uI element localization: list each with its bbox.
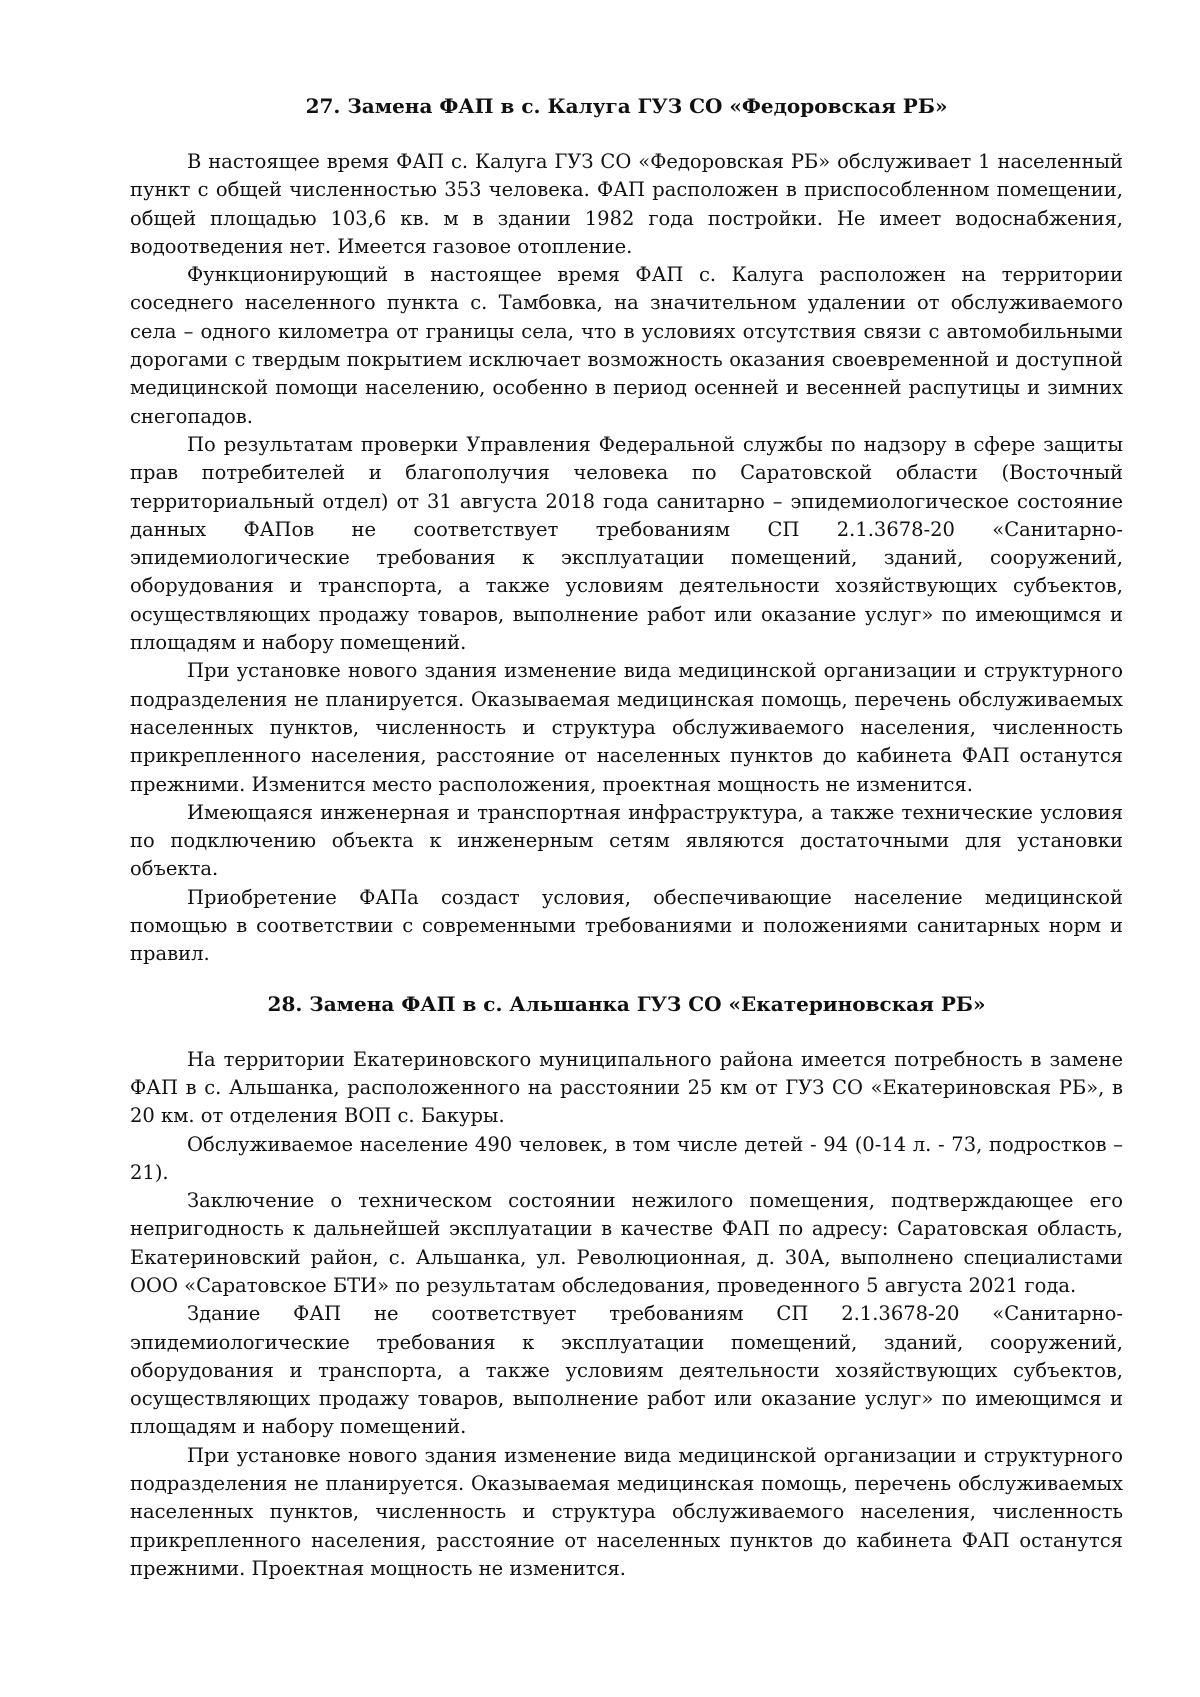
document-body xyxy=(130,92,1123,1583)
paragraph: Обслуживаемое население 490 человек, в том числе детей - 94 (0-14 л. - 73, подростков – 21). xyxy=(130,1132,1123,1184)
paragraph: Приобретение ФАПа создаст условия, обеспечивающие население медицинской помощью в соответствии с современными требованиями и положениями санитарных норм и правил. xyxy=(130,885,1123,966)
paragraph: По результатам проверки Управления Федеральной службы по надзору в сфере защиты прав потребителей и благополучия человека по Саратовской области (Восточный территориальный отдел) от 31 августа 2018 года санитарно – эпидемиологическое состояние данных ФАПов не соответствует требованиям СП 2.1.3678-20 «Санитарно-эпидемиологические требования к эксплуатации помещений, зданий, сооружений, оборудования и транспорта, а также условиям деятельности хозяйствующих субъектов, осуществляющих продажу товаров, выполнение работ или оказание услуг» по имеющимся и площадям и набору помещений. xyxy=(130,432,1123,655)
paragraph: При установке нового здания изменение вида медицинской организации и структурного подразделения не планируется. Оказываемая медицинская помощь, перечень обслуживаемых населенных пунктов, численность и структура обслуживаемого населения, численность прикрепленного населения, расстояние от населенных пунктов до кабинета ФАП останутся прежними. Изменится место расположения, проектная мощность не изменится. xyxy=(130,659,1123,796)
section-title: 27. Замена ФАП в с. Калуга ГУЗ СО «Федоровская РБ» xyxy=(305,94,948,118)
section-title: 28. Замена ФАП в с. Альшанка ГУЗ СО «Екатериновская РБ» xyxy=(267,991,986,1016)
paragraph: При установке нового здания изменение вида медицинской организации и структурного подразделения не планируется. Оказываемая медицинская помощь, перечень обслуживаемых населенных пунктов, численность и структура обслуживаемого населения, численность прикрепленного населения, расстояние от населенных пунктов до кабинета ФАП останутся прежними. Проектная мощность не изменится. xyxy=(130,1443,1123,1580)
paragraph: Заключение о техническом состоянии нежилого помещения, подтверждающее его непригодность к дальнейшей эксплуатации в качестве ФАП по адресу: Саратовская область, Екатериновский район, с. Альшанка, ул. Революционная, д. 30А, выполнено специалистами ООО «Саратовское БТИ» по результатам обследования, проведенного 5 августа 2021 года. xyxy=(130,1189,1123,1297)
paragraph: На территории Екатериновского муниципального района имеется потребность в замене ФАП в с. Альшанка, расположенного на расстоянии 25 км от ГУЗ СО «Екатериновская РБ», в 20 км. от отделения ВОП с. Бакуры. xyxy=(130,1047,1123,1128)
paragraph: Здание ФАП не соответствует требованиям СП 2.1.3678-20 «Санитарно-эпидемиологические требования к эксплуатации помещений, зданий, сооружений, оборудования и транспорта, а также условиям деятельности хозяйствующих субъектов, осуществляющих продажу товаров, выполнение работ или оказание услуг» по имеющимся и площадям и набору помещений. xyxy=(130,1302,1123,1439)
paragraph: В настоящее время ФАП с. Калуга ГУЗ СО «Федоровская РБ» обслуживает 1 населенный пункт с общей численностью 353 человека. ФАП расположен в приспособленном помещении, общей площадью 103,6 кв. м в здании 1982 года постройки. Не имеет водоснабжения, водоотведения нет. Имеется газовое отопление. xyxy=(130,150,1123,258)
paragraph: Имеющаяся инженерная и транспортная инфраструктура, а также технические условия по подключению объекта к инженерным сетям являются достаточными для установки объекта. xyxy=(130,800,1123,881)
paragraph: Функционирующий в настоящее время ФАП с. Калуга расположен на территории соседнего населенного пункта с. Тамбовка, на значительном удалении от обслуживаемого села – одного километра от границы села, что в условиях отсутствия связи с автомобильными дорогами с твердым покрытием исключает возможность оказания своевременной и доступной медицинской помощи населению, особенно в период осенней и весенней распутицы и зимних снегопадов. xyxy=(130,263,1123,428)
